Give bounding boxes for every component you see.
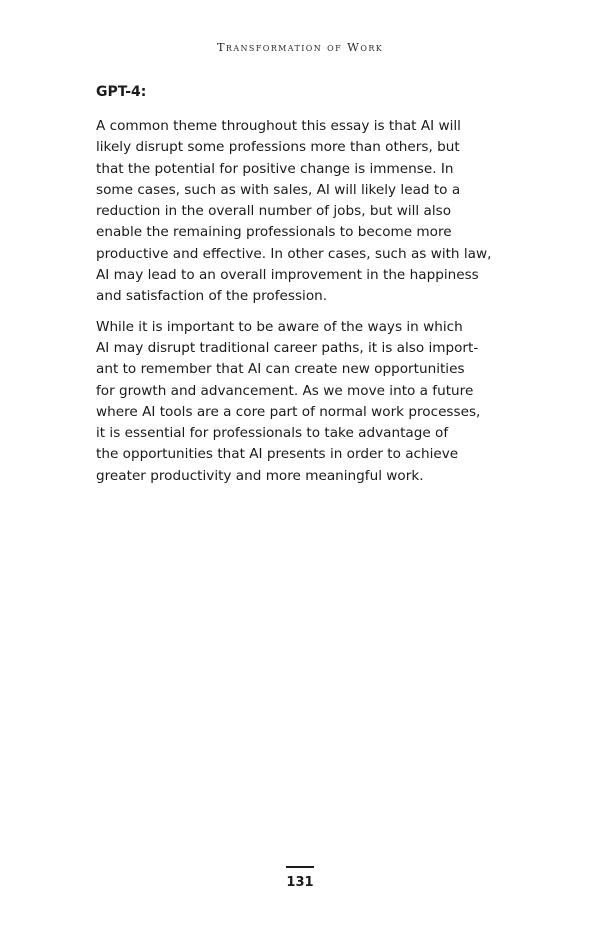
- text-line: and satisfaction of the profession.: [96, 288, 328, 305]
- text-line: some cases, such as with sales, AI will likely lead to a: [96, 181, 461, 198]
- text-line: ant to remember that AI can create new opportunities: [96, 361, 465, 378]
- text-line: likely disrupt some professions more than others, but: [96, 139, 460, 156]
- text-line: AI may lead to an overall improvement in the happiness: [96, 267, 479, 284]
- running-header: Transformation of Work: [216, 40, 384, 54]
- text-line: AI may disrupt traditional career paths, it is also import-: [96, 339, 479, 356]
- text-line: A common theme throughout this essay is that AI will: [96, 118, 461, 134]
- text-line: where AI tools are a core part of normal work processes,: [96, 403, 481, 420]
- page-number: 131: [286, 874, 314, 890]
- text-line: that the potential for positive change is immense. In: [96, 160, 454, 177]
- paragraph-2: [96, 317, 508, 487]
- page-footer: [0, 866, 600, 891]
- text-line: reduction in the overall number of jobs, but will also: [96, 203, 452, 220]
- text-line: it is essential for professionals to take advantage of: [96, 425, 449, 442]
- paragraph-1: [96, 116, 508, 308]
- text-line: enable the remaining professionals to become more: [96, 224, 452, 241]
- text-line: for growth and advancement. As we move into a future: [96, 382, 474, 399]
- footer-rule: [286, 866, 314, 868]
- text-line: productive and effective. In other cases, such as with law,: [96, 245, 492, 262]
- page-content: [96, 82, 508, 496]
- text-line: greater productivity and more meaningful work.: [96, 467, 424, 484]
- text-line: While it is important to be aware of the ways in which: [96, 318, 463, 335]
- speaker-label: GPT-4:: [96, 84, 147, 100]
- text-line: the opportunities that AI presents in order to achieve: [96, 446, 459, 463]
